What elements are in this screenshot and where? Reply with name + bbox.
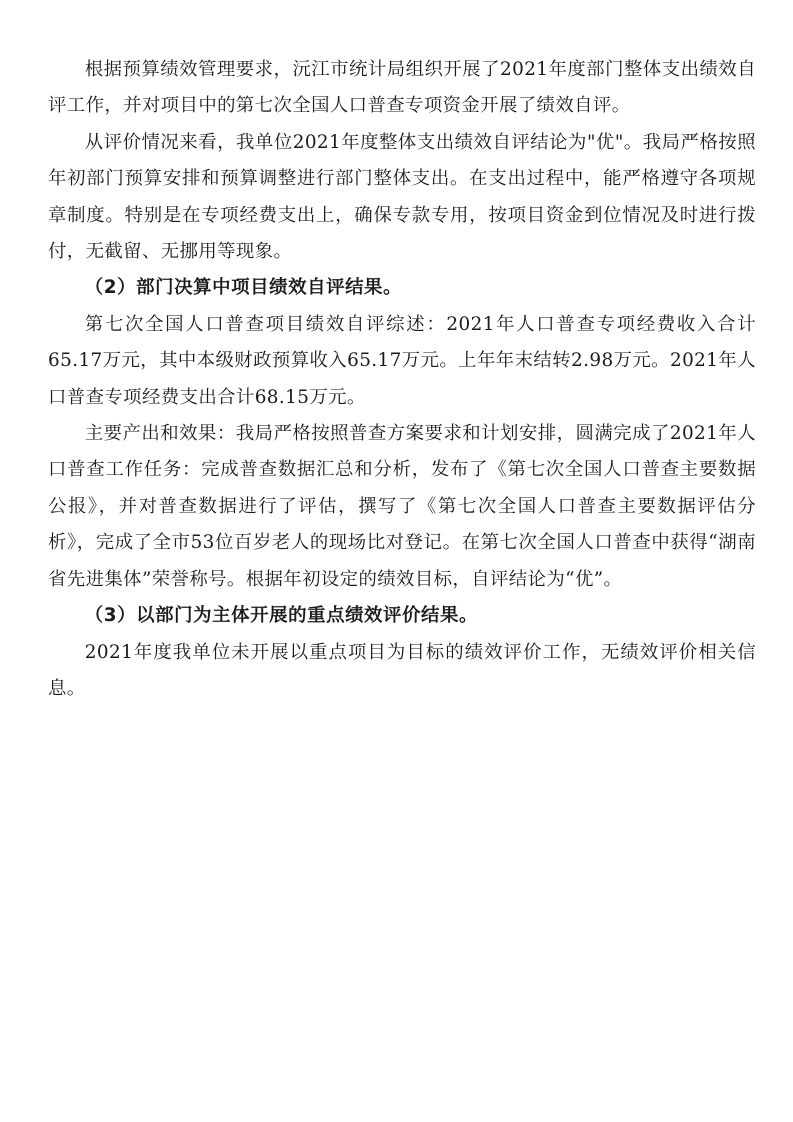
document-page [48,52,756,707]
section-heading-key-evaluation: （3）以部门为主体开展的重点绩效评价结果。 [84,605,479,627]
paragraph-budget-requirement: 根据预算绩效管理要求，沅江市统计局组织开展了2021年度部门整体支出绩效自评工作，并对项目中的第七次全国人口普查专项资金开展了绩效自评。 [48,59,756,117]
paragraph-outputs-effects: 主要产出和效果：我局严格按照普查方案要求和计划安排，圆满完成了2021年人口普查工作任务：完成普查数据汇总和分析，发布了《第七次全国人口普查主要数据公报》，并对普查数据进行了评估，撰写了《第七次全国人口普查主要数据评估分析》，完成了全市53位百岁老人的现场比对登记。在第七次全国人口普查中获得“湖南省先进集体”荣誉称号。根据年初设定的绩效目标，自评结论为“优”。 [48,423,756,590]
paragraph-no-key-evaluation: 2021年度我单位未开展以重点项目为目标的绩效评价工作，无绩效评价相关信息。 [48,641,756,699]
paragraph-census-summary: 第七次全国人口普查项目绩效自评综述：2021年人口普查专项经费收入合计65.17万元，其中本级财政预算收入65.17万元。上年年末结转2.98万元。2021年人口普查专项经费支出合计68.15万元。 [48,313,756,408]
section-heading-project-results: （2）部门决算中项目绩效自评结果。 [84,277,403,299]
paragraph-evaluation-overview: 从评价情况来看，我单位2021年度整体支出绩效自评结论为"优"。我局严格按照年初部门预算安排和预算调整进行部门整体支出。在支出过程中，能严格遵守各项规章制度。特别是在专项经费支出上，确保专款专用，按项目资金到位情况及时进行拨付，无截留、无挪用等现象。 [48,131,756,263]
